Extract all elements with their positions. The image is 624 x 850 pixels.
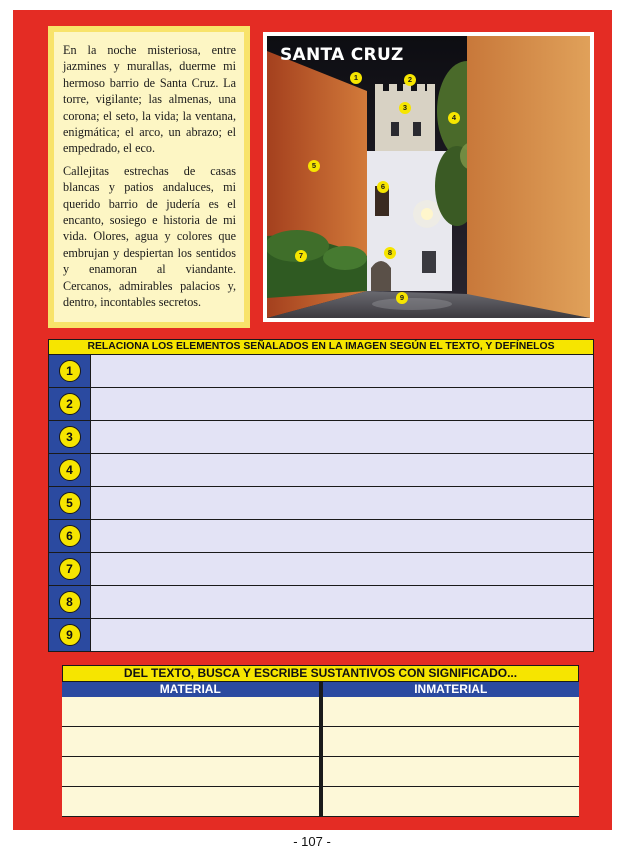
photo-marker-7: 7 (295, 250, 307, 262)
column-header-material: MATERIAL (159, 682, 221, 696)
answer-field-4[interactable] (91, 454, 593, 486)
answer-field-1[interactable] (91, 355, 593, 387)
photo-marker-4: 4 (448, 112, 460, 124)
table-row (48, 487, 594, 520)
answer-field-3[interactable] (91, 421, 593, 453)
table-row (62, 697, 579, 727)
photo-marker-3: 3 (399, 102, 411, 114)
inmaterial-field[interactable] (323, 757, 580, 787)
paragraph-2: Callejitas estrechas de casas blancas y patios andaluces, mi querido barrio de judería es el encanto, sosiego e historia de mi vida. Olores, agua y colores que embrujan y despiertan los sentidos y enamoran al viandante. Cercanos, admirables palacios y, dentro, incontables secretos. (63, 163, 236, 310)
row-number: 1 (59, 360, 81, 382)
nouns-table (62, 665, 579, 817)
table-row (48, 619, 594, 652)
material-field[interactable] (62, 697, 319, 727)
row-number: 9 (59, 624, 81, 646)
relate-elements-table (48, 339, 594, 652)
text-box-inner (54, 32, 244, 322)
answer-field-8[interactable] (91, 586, 593, 618)
photo-marker-6: 6 (377, 181, 389, 193)
inmaterial-field[interactable] (323, 787, 580, 817)
row-number: 2 (59, 393, 81, 415)
table-row (48, 586, 594, 619)
answer-field-7[interactable] (91, 553, 593, 585)
nouns-table-headers (62, 682, 579, 697)
material-field[interactable] (62, 787, 319, 817)
inmaterial-field[interactable] (323, 697, 580, 727)
nouns-table-title: DEL TEXTO, BUSCA Y ESCRIBE SUSTANTIVOS CON SIGNIFICADO... (62, 665, 579, 682)
text-box (48, 26, 250, 328)
row-number: 6 (59, 525, 81, 547)
answer-field-9[interactable] (91, 619, 593, 651)
photo-frame (263, 32, 594, 322)
row-number: 8 (59, 591, 81, 613)
photo-title: SANTA CRUZ (280, 45, 404, 65)
table-row (48, 421, 594, 454)
table-row (62, 787, 579, 817)
material-field[interactable] (62, 727, 319, 757)
street-illustration (267, 36, 590, 318)
answer-field-2[interactable] (91, 388, 593, 420)
page-number: - 107 - (293, 834, 331, 849)
photo-marker-5: 5 (308, 160, 320, 172)
table-row (62, 757, 579, 787)
table-row (48, 355, 594, 388)
santa-cruz-photo (267, 36, 590, 318)
row-number: 5 (59, 492, 81, 514)
inmaterial-field[interactable] (323, 727, 580, 757)
table-row (48, 454, 594, 487)
row-number: 4 (59, 459, 81, 481)
photo-marker-9: 9 (396, 292, 408, 304)
paragraph-1: En la noche misteriosa, entre jazmines y murallas, duerme mi hermoso barrio de Santa Cruz. La torre, vigilante; las almenas, una corona; el seto, la vida; la ventana, enigmática; el arco, un abrazo; el empedrado, el eco. (63, 43, 236, 156)
answer-field-5[interactable] (91, 487, 593, 519)
photo-marker-1: 1 (350, 72, 362, 84)
column-header-inmaterial: INMATERIAL (414, 682, 488, 696)
table-row (48, 520, 594, 553)
photo-marker-8: 8 (384, 247, 396, 259)
row-number: 7 (59, 558, 81, 580)
table-row (62, 727, 579, 757)
material-field[interactable] (62, 757, 319, 787)
row-number: 3 (59, 426, 81, 448)
table-row (48, 553, 594, 586)
table-row (48, 388, 594, 421)
photo-marker-2: 2 (404, 74, 416, 86)
answer-field-6[interactable] (91, 520, 593, 552)
relate-elements-header: RELACIONA LOS ELEMENTOS SEÑALADOS EN LA IMAGEN SEGÚN EL TEXTO, Y DEFÍNELOS (48, 339, 594, 355)
